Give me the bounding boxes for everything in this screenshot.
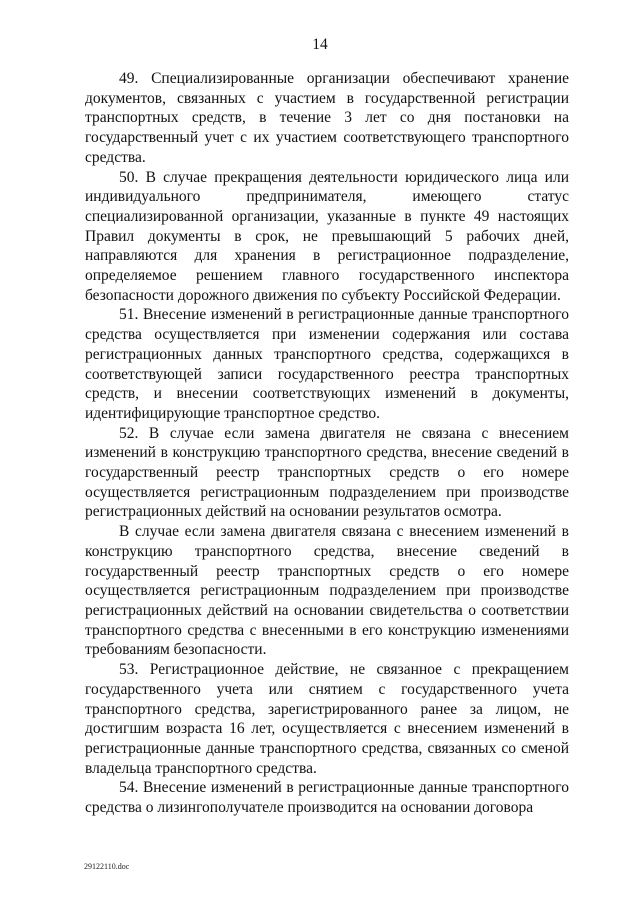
paragraph-54: 54. Внесение изменений в регистрационные данные транспортного средства о лизингополучателе производится на основании договора <box>85 779 569 817</box>
file-name-footer: 29122110.doc <box>84 862 130 871</box>
paragraph-52: 52. В случае если замена двигателя не связана с внесением изменений в конструкцию транспортного средства, внесение сведений в государственный реестр транспортных средств о его номере осуществляется регистрационным подразделением при производстве регистрационных действий на основании результатов осмотра. <box>85 424 569 521</box>
document-body <box>85 69 569 818</box>
paragraph-50: 50. В случае прекращения деятельности юридического лица или индивидуального предпринимателя, имеющего статус специализированной организации, указанные в пункте 49 настоящих Правил документы в срок, не превышающий 5 рабочих дней, направляются для хранения в регистрационное подразделение, определяемое решением главного государственного инспектора безопасности дорожного движения по субъекту Российской Федерации. <box>85 168 569 304</box>
paragraph-49: 49. Специализированные организации обеспечивают хранение документов, связанных с участием в государственной регистрации транспортных средств, в течение 3 лет со дня постановки на государственный учет с их участием соответствующего транспортного средства. <box>85 70 569 166</box>
paragraph-53: 53. Регистрационное действие, не связанное с прекращением государственного учета или снятием с государственного учета транспортного средства, зарегистрированного ранее за лицом, не достигшим возраста 16 лет, осуществляется с внесением изменений в регистрационные данные транспортного средства, связанных со сменой владельца транспортного средства. <box>85 661 569 777</box>
paragraph-51: 51. Внесение изменений в регистрационные данные транспортного средства осуществляется при изменении содержания или состава регистрационных данных транспортного средства, содержащихся в соответствующей записи государственного реестра транспортных средств, и внесении соответствующих изменений в документы, идентифицирующие транспортное средство. <box>85 306 569 422</box>
page-number: 14 <box>312 36 328 53</box>
paragraph-52-continued: В случае если замена двигателя связана с внесением изменений в конструкцию транспортного средства, внесение сведений в государственный реестр транспортных средств о его номере осуществляется регистрационным подразделением при производстве регистрационных действий на основании свидетельства о соответствии транспортного средства с внесенными в его конструкцию изменениями требованиям безопасности. <box>85 523 569 659</box>
